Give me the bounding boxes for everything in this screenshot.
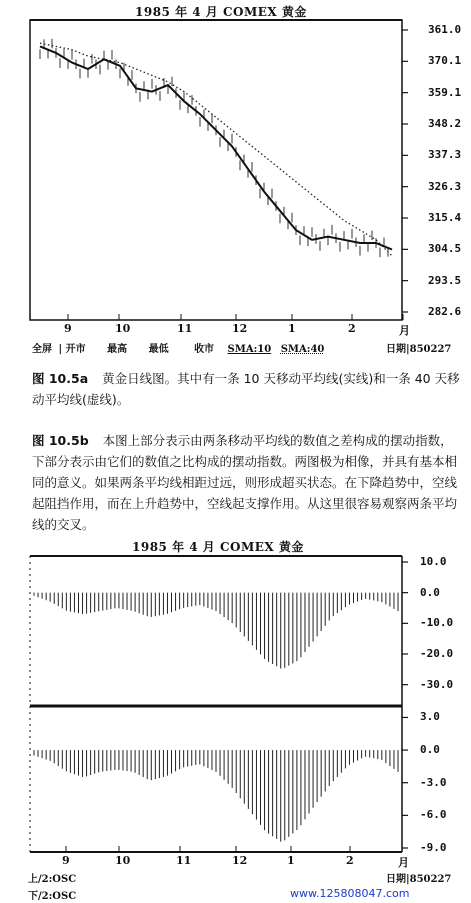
lower-y-tick-label: -6.0 <box>420 808 447 822</box>
y-tick-label: 326.3 <box>428 179 462 193</box>
upper-osc-bars <box>34 593 398 669</box>
y-tick-label: 337.3 <box>428 148 462 162</box>
legend-item-sma40: SMA:40 <box>280 344 325 355</box>
x-tick-label: 10 <box>115 854 131 867</box>
x-tick-label: 1 <box>287 854 295 867</box>
x-tick-label: 2 <box>346 854 354 867</box>
y-tick-label: 348.2 <box>428 117 462 130</box>
y-tick-label: 304.5 <box>428 242 462 256</box>
caption-a-label: 图 10.5a <box>32 371 89 386</box>
upper-y-tick-label: -10.0 <box>420 616 454 630</box>
caption-b-label: 图 10.5b <box>32 433 89 448</box>
upper-y-tick-label: 0.0 <box>420 585 440 599</box>
x-tick-label: 11 <box>176 854 192 867</box>
x-tick-label: 月 <box>398 856 409 869</box>
legend-item-sma10: SMA:10 <box>227 344 272 355</box>
x-tick-label: 9 <box>62 854 70 867</box>
x-tick-label: 11 <box>177 322 193 335</box>
x-tick-label: 月 <box>399 324 410 337</box>
chart2-date-label: 日期|850227 <box>386 874 452 885</box>
chart2-title: 1985 年 4 月 COMEX 黄金 <box>132 540 304 554</box>
y-tick-label: 315.4 <box>428 211 462 224</box>
chart1-title: 1985 年 4 月 COMEX 黄金 <box>135 5 307 19</box>
y-tick-label: 361.0 <box>428 23 462 36</box>
lower-y-ticks <box>402 717 408 848</box>
x-tick-label: 1 <box>288 322 296 335</box>
legend-item-high: 最高 <box>107 344 128 355</box>
legend-item-low: 最低 <box>148 344 169 355</box>
y-tick-label: 370.1 <box>428 54 462 68</box>
chart1-date-label: 日期|850227 <box>386 344 452 355</box>
legend-item-open: 开市 <box>65 344 86 355</box>
upper-y-tick-label: -30.0 <box>420 677 454 691</box>
legend: 全屏 | 开市 最高 最低 收市 SMA:10 SMA:40 <box>32 344 325 355</box>
x-tick-label: 12 <box>232 322 248 335</box>
x-tick-label: 2 <box>348 322 356 335</box>
lower-y-tick-label: -3.0 <box>420 775 447 789</box>
legend-item-close: 收市 <box>194 344 215 355</box>
lower-y-tick-label: 0.0 <box>420 743 440 757</box>
upper-y-tick-label: 10.0 <box>420 555 447 568</box>
watermark: www.125808047.com <box>290 887 410 900</box>
lower-y-tick-label: -9.0 <box>420 841 447 854</box>
upper-y-tick-label: -20.0 <box>420 647 454 660</box>
y-tick-label: 359.1 <box>428 85 462 99</box>
y-tick-label: 282.6 <box>428 305 462 318</box>
caption-b-text: 本图上部分表示由两条移动平均线的数值之差构成的摆动指数，下部分表示由它们的数值之比构成的摆动指数。两图极为相像，并具有基本相同的意义。如果两条平均线相距过远，则形成超买状态。在下降趋势中，空线起阻挡作用，而在上升趋势中，空线起支撑作用。从这里很容易观察两条平均线的交叉。 <box>32 433 458 532</box>
legend-item-full: 全屏 <box>32 344 52 355</box>
x-tick-label: 10 <box>115 322 131 335</box>
x-tick-label: 9 <box>64 322 72 335</box>
y-tick-label: 293.5 <box>428 273 462 287</box>
lower-osc-bars <box>34 750 398 842</box>
upper-osc-label: 上/2:OSC <box>28 874 77 885</box>
lower-osc-label: 下/2:OSC <box>28 891 77 902</box>
x-tick-label: 12 <box>232 854 248 867</box>
lower-y-tick-label: 3.0 <box>420 710 440 724</box>
caption-a-text: 黄金日线图。其中有一条 10 天移动平均线(实线)和一条 40 天移动平均线(虚线)。 <box>32 371 460 407</box>
upper-y-ticks <box>402 562 408 685</box>
